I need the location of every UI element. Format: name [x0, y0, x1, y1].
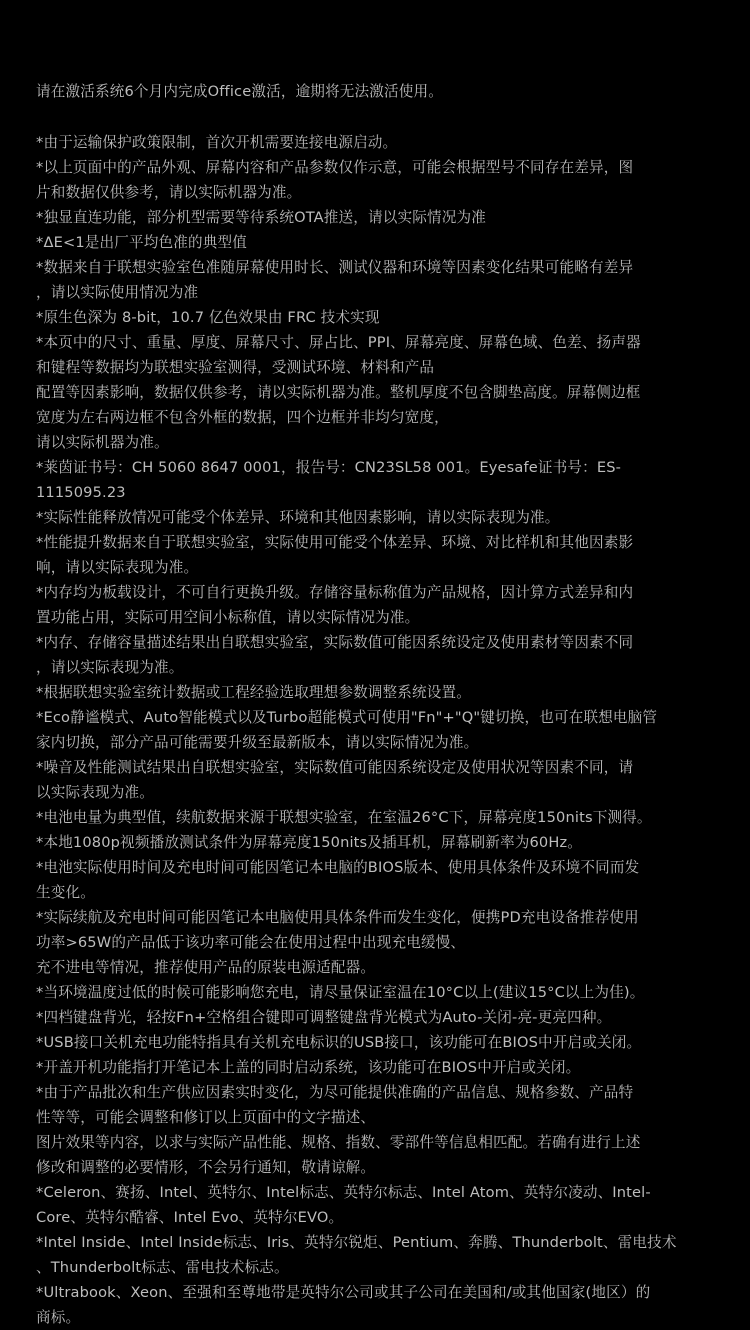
disclaimer-line: *电池电量为典型值，续航数据来源于联想实验室，在室温26°C下，屏幕亮度150nits下测得。 — [36, 809, 652, 826]
disclaimer-line: 充不进电等情况，推荐使用产品的原装电源适配器。 — [36, 959, 376, 976]
disclaimer-line: *内存、存储容量描述结果出自联想实验室，实际数值可能因系统设定及使用素材等因素不同 — [36, 634, 634, 651]
disclaimer-line: 功率>65W的产品低于该功率可能会在使用过程中出现充电缓慢、 — [36, 934, 466, 951]
disclaimer-line: *实际性能释放情况可能受个体差异、环境和其他因素影响，请以实际表现为准。 — [36, 509, 560, 526]
disclaimer-line: 商标。 — [36, 1309, 81, 1326]
disclaimer-line: *本地1080p视频播放测试条件为屏幕亮度150nits及插耳机，屏幕刷新率为60Hz。 — [36, 834, 583, 851]
disclaimer-line: 生变化。 — [36, 884, 95, 901]
disclaimer-line: 以实际表现为准。 — [36, 784, 154, 801]
disclaimer-line: 、Thunderbolt标志、雷电技术标志。 — [36, 1259, 289, 1276]
disclaimer-line: *本页中的尺寸、重量、厚度、屏幕尺寸、屏占比、PPI、屏幕亮度、屏幕色域、色差、扬声器 — [36, 334, 641, 351]
disclaimer-line: *噪音及性能测试结果出自联想实验室，实际数值可能因系统设定及使用状况等因素不同，请 — [36, 759, 634, 776]
disclaimer-line: 请以实际机器为准。 — [36, 434, 169, 451]
disclaimer-line: *根据联想实验室统计数据或工程经验选取理想参数调整系统设置。 — [36, 684, 472, 701]
disclaimer-line: ，请以实际表现为准。 — [36, 659, 184, 676]
disclaimer-line: *Intel Inside、Intel Inside标志、Iris、英特尔锐炬、Pentium、奔腾、Thunderbolt、雷电技术 — [36, 1234, 677, 1251]
disclaimer-line: *由于运输保护政策限制，首次开机需要连接电源启动。 — [36, 134, 398, 151]
disclaimer-line: *莱茵证书号：CH 5060 8647 0001，报告号：CN23SL58 001。Eyesafe证书号：ES- — [36, 459, 622, 476]
activation-notice: 请在激活系统6个月内完成Office激活，逾期将无法激活使用。 — [36, 83, 444, 100]
disclaimer-line: *Celeron、赛扬、Intel、英特尔、Intel标志、英特尔标志、Intel Atom、英特尔凌动、Intel- — [36, 1184, 651, 1201]
disclaimer-line: 图片效果等内容，以求与实际产品性能、规格、指数、零部件等信息相匹配。若确有进行上述 — [36, 1134, 641, 1151]
disclaimer-line: 1115095.23 — [36, 484, 126, 501]
disclaimer-line: 宽度为左右两边框不包含外框的数据，四个边框并非均匀宽度， — [36, 409, 449, 426]
disclaimer-line: *Eco静谧模式、Auto智能模式以及Turbo超能模式可使用"Fn"+"Q"键切换，也可在联想电脑管 — [36, 709, 658, 726]
disclaimer-line: *四档键盘背光，轻按Fn+空格组合键即可调整键盘背光模式为Auto-关闭-亮-更亮四种。 — [36, 1009, 612, 1026]
disclaimer-line: *实际续航及充电时间可能因笔记本电脑使用具体条件而发生变化，便携PD充电设备推荐使用 — [36, 909, 639, 926]
disclaimer-line: ，请以实际使用情况为准 — [36, 284, 199, 301]
disclaimer-line: Core、英特尔酷睿、Intel Evo、英特尔EVO。 — [36, 1209, 344, 1226]
disclaimer-line: *由于产品批次和生产供应因素实时变化，为尽可能提供准确的产品信息、规格参数、产品特 — [36, 1084, 634, 1101]
disclaimer-line: *ΔE<1是出厂平均色准的典型值 — [36, 234, 247, 251]
disclaimer-line: *Ultrabook、Xeon、至强和至尊地带是英特尔公司或其子公司在美国和/或其他国家(地区）的 — [36, 1284, 651, 1301]
disclaimer-line: 响，请以实际表现为准。 — [36, 559, 199, 576]
disclaimer-line: 家内切换，部分产品可能需要升级至最新版本，请以实际情况为准。 — [36, 734, 479, 751]
disclaimer-line: 和键程等数据均为联想实验室测得，受测试环境、材料和产品 — [36, 359, 435, 376]
disclaimer-line: 置功能占用，实际可用空间小标称值，请以实际情况为准。 — [36, 609, 420, 626]
disclaimer-line: *电池实际使用时间及充电时间可能因笔记本电脑的BIOS版本、使用具体条件及环境不同而发 — [36, 859, 640, 876]
disclaimer-line: 配置等因素影响，数据仅供参考，请以实际机器为准。整机厚度不包含脚垫高度。屏幕侧边框 — [36, 384, 641, 401]
disclaimer-line: *原生色深为 8-bit，10.7 亿色效果由 FRC 技术实现 — [36, 309, 380, 326]
disclaimer-line: *数据来自于联想实验室色准随屏幕使用时长、测试仪器和环境等因素变化结果可能略有差异 — [36, 259, 634, 276]
disclaimer-lines — [36, 130, 720, 1330]
disclaimer-line: *USB接口关机充电功能特指具有关机充电标识的USB接口，该功能可在BIOS中开启或关闭。 — [36, 1034, 642, 1051]
disclaimer-line: 修改和调整的必要情形，不会另行通知，敬请谅解。 — [36, 1159, 376, 1176]
disclaimer-line: *当环境温度过低的时候可能影响您充电，请尽量保证室温在10°C以上(建议15°C以上为佳)。 — [36, 984, 645, 1001]
disclaimer-line: *开盖开机功能指打开笔记本上盖的同时启动系统，该功能可在BIOS中开启或关闭。 — [36, 1059, 581, 1076]
disclaimer-line: 片和数据仅供参考，请以实际机器为准。 — [36, 184, 302, 201]
disclaimer-line: *以上页面中的产品外观、屏幕内容和产品参数仅作示意，可能会根据型号不同存在差异，图 — [36, 159, 634, 176]
disclaimer-line: *内存均为板载设计，不可自行更换升级。存储容量标称值为产品规格，因计算方式差异和内 — [36, 584, 634, 601]
paragraph-gap — [36, 104, 720, 130]
disclaimer-text-block — [36, 79, 720, 1330]
disclaimer-line: *性能提升数据来自于联想实验室，实际使用可能受个体差异、环境、对比样机和其他因素影 — [36, 534, 634, 551]
disclaimer-line: 性等等，可能会调整和修订以上页面中的文字描述、 — [36, 1109, 376, 1126]
disclaimer-line: *独显直连功能，部分机型需要等待系统OTA推送，请以实际情况为准 — [36, 209, 486, 226]
